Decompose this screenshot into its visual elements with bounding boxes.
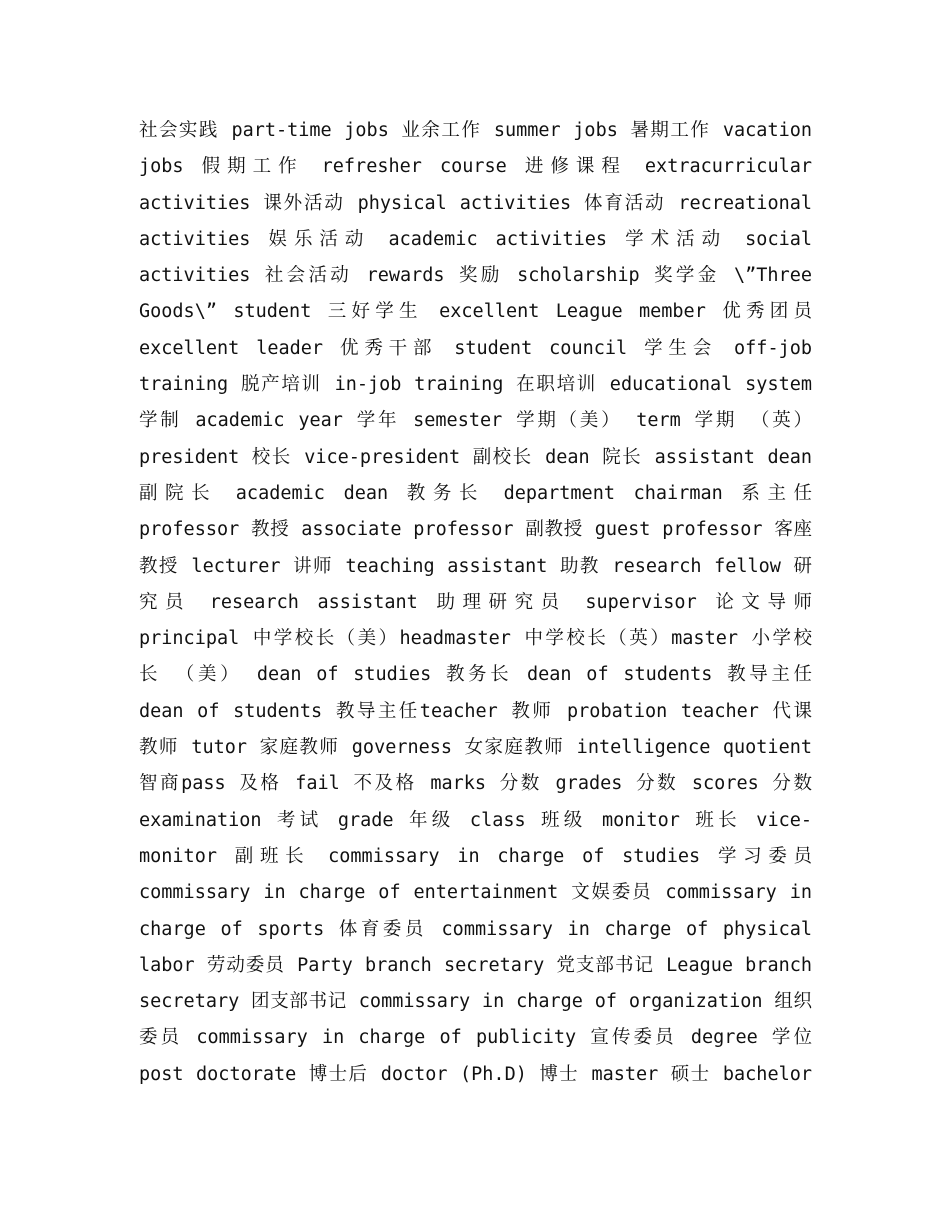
text-line: 教师 tutor 家庭教师 governess 女家庭教师 intelligence quotient — [139, 737, 812, 759]
text-line: president 校长 vice-president 副校长 dean 院长 assistant dean — [139, 446, 812, 468]
text-line: professor 教授 associate professor 副教授 guest professor 客座 — [139, 519, 812, 541]
text-line: post doctorate 博士后 doctor (Ph.D) 博士 master 硕士 bachelor — [139, 1063, 812, 1085]
text-line: Goods\” student 三好学生 excellent League member 优秀团员 — [139, 301, 812, 323]
text-line: 学制 academic year 学年 semester 学期（美） term 学期 （英） — [139, 410, 812, 432]
text-line: 委员 commissary in charge of publicity 宣传委员 degree 学位 — [139, 1027, 812, 1049]
text-line: 究员 research assistant 助理研究员 supervisor 论文导师 — [139, 591, 812, 613]
body-text — [139, 113, 812, 1093]
text-line: secretary 团支部书记 commissary in charge of organization 组织 — [139, 991, 812, 1013]
text-line: labor 劳动委员 Party branch secretary 党支部书记 League branch — [139, 954, 812, 976]
text-line: jobs 假期工作 refresher course 进修课程 extracurricular — [139, 156, 812, 178]
text-line: 长 （美） dean of studies 教务长 dean of students 教导主任 — [139, 664, 812, 686]
text-line: examination 考试 grade 年级 class 班级 monitor 班长 vice- — [139, 809, 812, 831]
text-line: 教授 lecturer 讲师 teaching assistant 助教 research fellow 研 — [139, 555, 812, 577]
text-line: charge of sports 体育委员 commissary in charge of physical — [139, 918, 812, 940]
text-line: activities 娱乐活动 academic activities 学术活动 social — [139, 228, 812, 250]
text-line: activities 课外活动 physical activities 体育活动 recreational — [139, 192, 812, 214]
text-line: activities 社会活动 rewards 奖励 scholarship 奖学金 \”Three — [139, 265, 812, 287]
text-line: training 脱产培训 in-job training 在职培训 educational system — [139, 374, 812, 396]
text-line: 智商pass 及格 fail 不及格 marks 分数 grades 分数 scores 分数 — [139, 773, 812, 795]
text-line: dean of students 教导主任teacher 教师 probation teacher 代课 — [139, 700, 812, 722]
text-line: monitor 副班长 commissary in charge of studies 学习委员 — [139, 845, 812, 867]
text-line: excellent leader 优秀干部 student council 学生会 off-job — [139, 337, 812, 359]
text-line: commissary in charge of entertainment 文娱委员 commissary in — [139, 882, 812, 904]
text-line: 社会实践 part-time jobs 业余工作 summer jobs 暑期工作 vacation — [139, 120, 812, 141]
text-line: 副院长 academic dean 教务长 department chairman 系主任 — [139, 482, 812, 504]
text-line: principal 中学校长（美）headmaster 中学校长（英）master 小学校 — [139, 628, 812, 650]
